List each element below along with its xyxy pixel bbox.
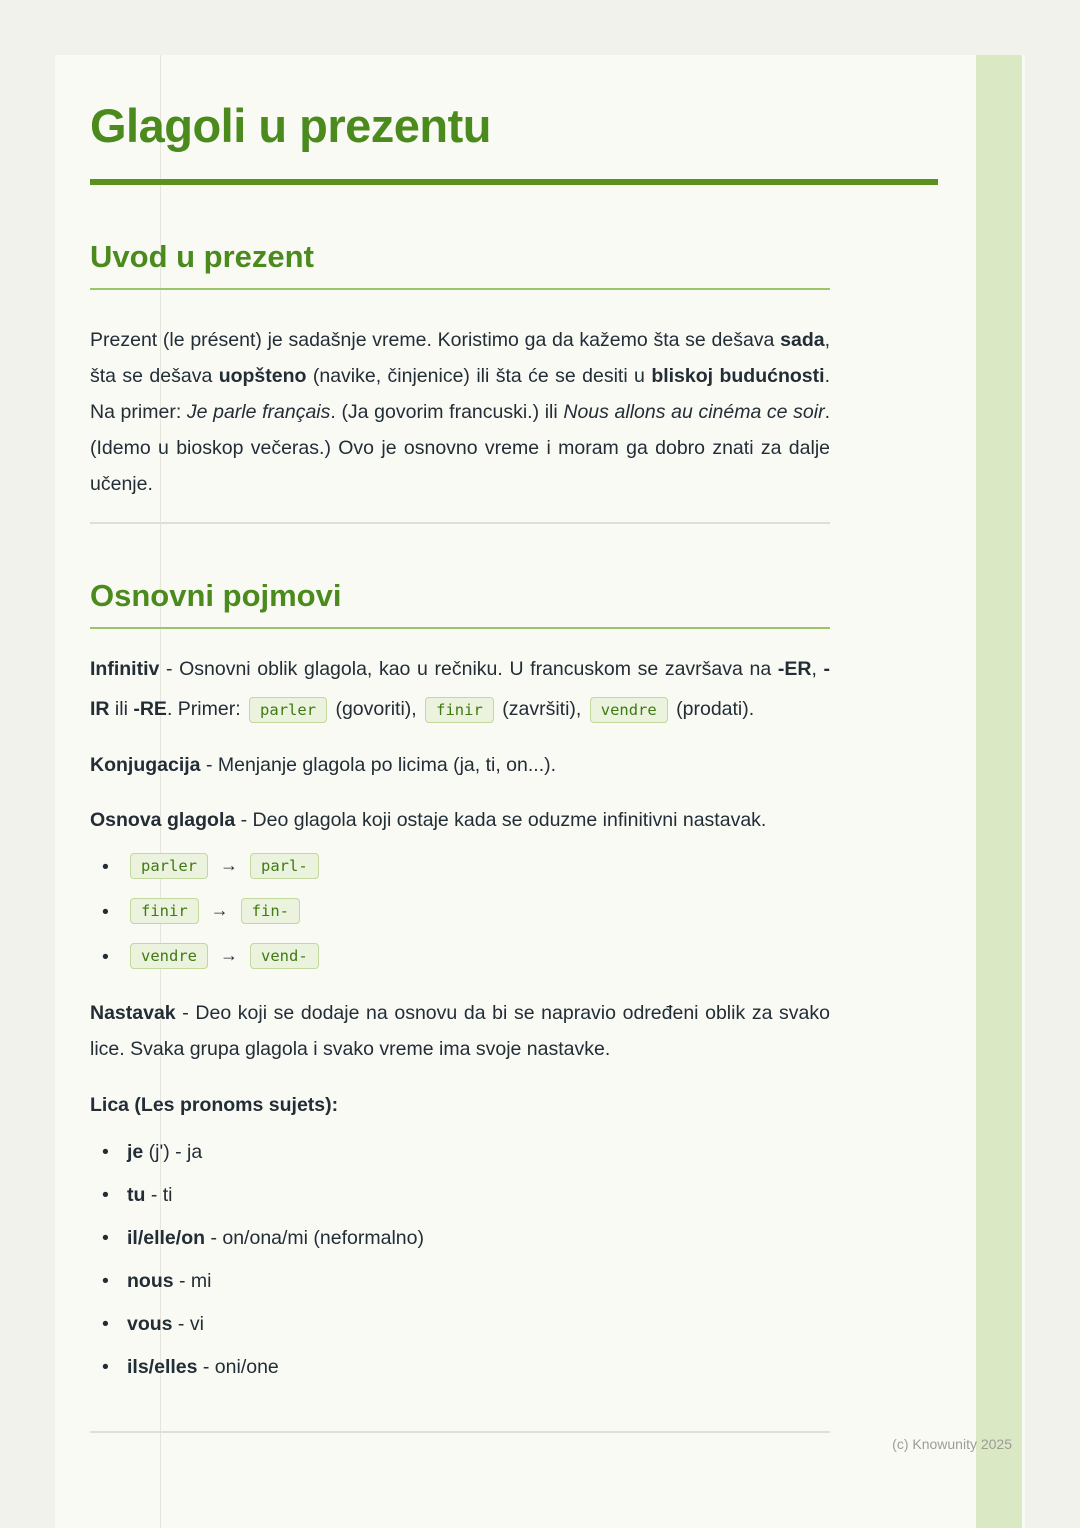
pronoun-term: vous <box>127 1313 173 1335</box>
bold-run: Nastavak <box>90 1002 176 1024</box>
section-heading-uvod: Uvod u prezent <box>90 239 314 274</box>
arrow-right-icon: → <box>220 945 238 965</box>
bold-run: Infinitiv <box>90 658 160 680</box>
text-run: . (Ja govorim francuski.) ili <box>330 401 564 423</box>
list-item <box>90 1140 830 1164</box>
pronoun-term: tu <box>127 1184 146 1206</box>
page-title: Glagoli u prezentu <box>90 99 491 152</box>
pronoun-term: nous <box>127 1270 174 1292</box>
bold-run: uopšteno <box>218 365 307 387</box>
bold-run: -ER <box>777 658 812 680</box>
document-page <box>55 55 1025 1528</box>
osnova-paragraph <box>90 802 830 838</box>
inline-code-badge: finir <box>130 898 199 924</box>
pronoun-term: il/elle/on <box>127 1227 206 1249</box>
list-item <box>90 1355 830 1379</box>
italic-run: Nous allons au cinéma ce soir <box>563 401 825 423</box>
intro-paragraph <box>90 322 830 502</box>
bold-run: -RE <box>133 698 167 720</box>
section-divider <box>90 522 830 524</box>
pronoun-translation: - vi <box>172 1313 204 1335</box>
text-run: ili <box>109 698 134 720</box>
inline-code-badge: parler <box>130 853 208 879</box>
heading-rule <box>90 288 830 290</box>
nastavak-paragraph <box>90 995 830 1067</box>
text-run: - Menjanje glagola po licima (ja, ti, on...). <box>200 754 557 776</box>
lica-title: Lica (Les pronoms sujets): <box>90 1094 339 1116</box>
list-item <box>90 1312 830 1336</box>
bottom-divider <box>90 1431 830 1433</box>
footer-credit: (c) Knowunity 2025 <box>892 1436 1012 1452</box>
text-run: (navike, činjenice) ili šta će se desiti u <box>306 365 652 387</box>
list-item <box>90 1226 830 1250</box>
list-item <box>90 1183 830 1207</box>
pronoun-translation: (j') - ja <box>143 1141 203 1163</box>
text-run: (govoriti), <box>330 698 423 720</box>
arrow-right-icon: → <box>210 900 229 920</box>
list-item <box>90 1269 830 1293</box>
pronoun-translation: - mi <box>173 1270 212 1292</box>
text-run: - Deo glagola koji ostaje kada se oduzme infinitivni nastavak. <box>235 809 767 831</box>
pronoun-translation: - ti <box>145 1184 173 1206</box>
list-item <box>90 850 830 880</box>
bold-run: bliskoj budućnosti <box>651 365 825 387</box>
inline-code-badge: vendre <box>590 697 668 723</box>
inline-code-badge: vend- <box>250 943 319 969</box>
text-run: . (Idemo u bioskop večeras.) Ovo je osnovno vreme i moram ga dobro znati za dalje učenje. <box>90 401 831 495</box>
section-heading-pojmovi: Osnovni pojmovi <box>90 578 342 613</box>
text-run: . Na primer: <box>90 365 830 423</box>
pronoun-translation: - on/ona/mi (neformalno) <box>205 1227 424 1249</box>
bold-run: sada <box>780 329 825 351</box>
text-run: , <box>811 658 824 680</box>
text-run: Prezent (le présent) je sadašnje vreme. Koristimo ga da kažemo šta se dešava <box>90 329 781 351</box>
text-run: - Osnovni oblik glagola, kao u rečniku. U francuskom se završava na <box>159 658 778 680</box>
infinitiv-paragraph <box>90 649 830 730</box>
inline-code-badge: parl- <box>250 853 319 879</box>
text-run: (prodati). <box>670 698 755 720</box>
pronoun-list <box>90 1140 830 1379</box>
text-run: (završiti), <box>496 698 587 720</box>
inline-code-badge: vendre <box>130 943 208 969</box>
title-rule <box>90 179 938 185</box>
pronoun-translation: - oni/one <box>197 1356 279 1378</box>
list-item <box>90 895 830 925</box>
list-item <box>90 940 830 970</box>
italic-run: Je parle français <box>186 401 331 423</box>
right-accent-stripe <box>976 55 1022 1528</box>
text-run: , šta se dešava <box>90 329 830 387</box>
konjugacija-paragraph <box>90 747 830 783</box>
bold-run: Osnova glagola <box>90 809 236 831</box>
page-content <box>90 55 830 1433</box>
pronoun-term: ils/elles <box>127 1356 198 1378</box>
inline-code-badge: finir <box>425 697 494 723</box>
stem-transformation-list <box>90 850 830 970</box>
inline-code-badge: parler <box>249 697 327 723</box>
bold-run: -IR <box>90 658 830 720</box>
bold-run: Konjugacija <box>90 754 201 776</box>
text-run: - Deo koji se dodaje na osnovu da bi se napravio određeni oblik za svako lice. Svaka grupa glagola i svako vreme ima svoje nastavke. <box>90 1002 830 1060</box>
heading-rule <box>90 627 830 629</box>
arrow-right-icon: → <box>220 855 238 875</box>
inline-code-badge: fin- <box>241 898 300 924</box>
text-run: . Primer: <box>166 698 247 720</box>
pronoun-term: je <box>127 1141 144 1163</box>
